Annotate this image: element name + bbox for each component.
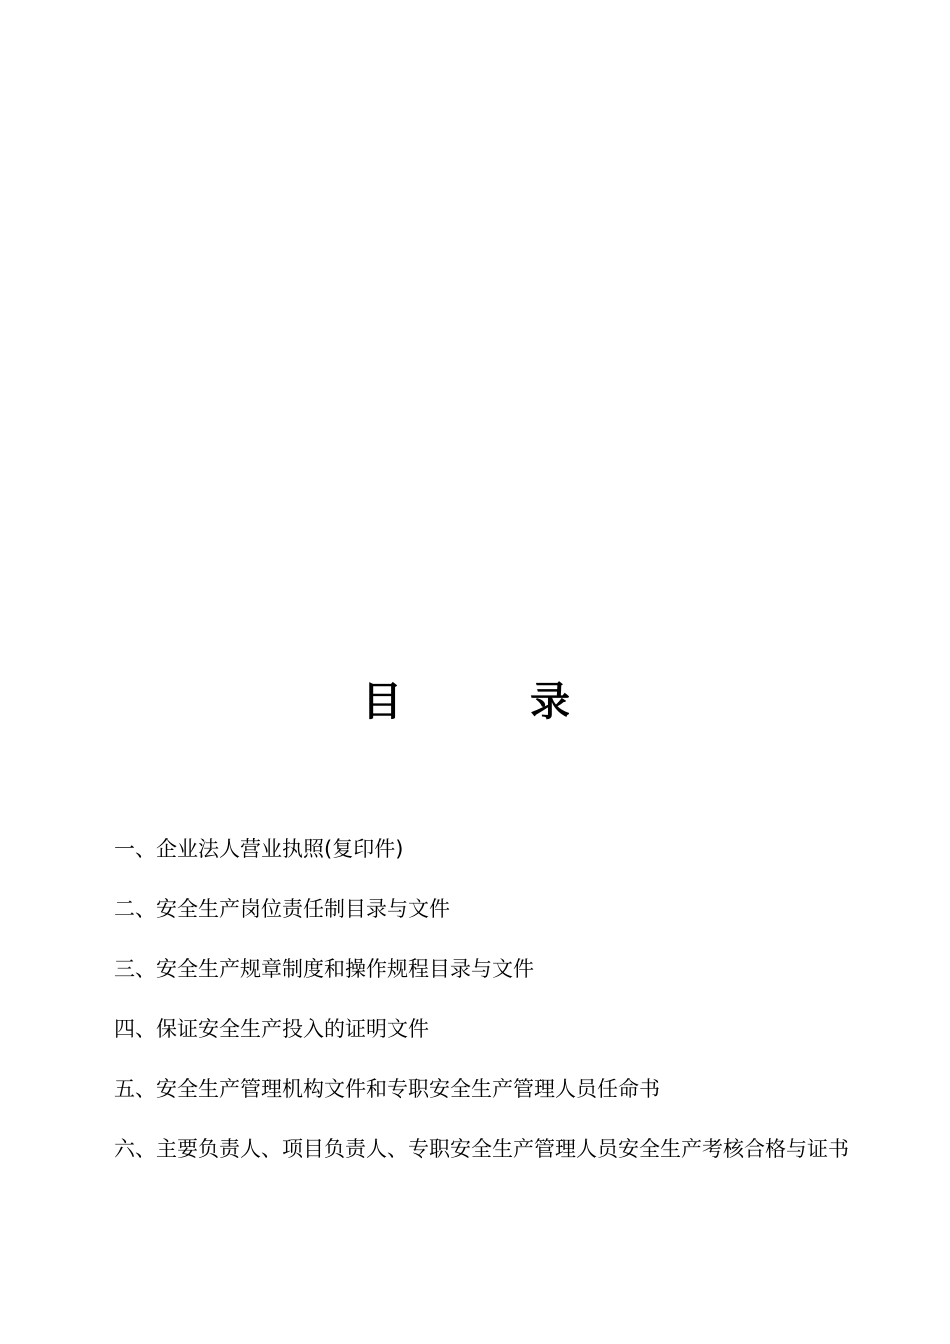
toc-item-4: 四、保证安全生产投入的证明文件 [114, 1017, 429, 1041]
toc-item-1: 一、企业法人营业执照(复印件) [114, 837, 404, 861]
toc-item-5: 五、安全生产管理机构文件和专职安全生产管理人员任命书 [114, 1077, 660, 1101]
toc-item-3: 三、安全生产规章制度和操作规程目录与文件 [114, 957, 534, 981]
toc-list [114, 831, 860, 1195]
toc-item-2: 二、安全生产岗位责任制目录与文件 [114, 897, 450, 921]
toc-title: 目 录 [362, 679, 614, 725]
toc-item-6: 六、主要负责人、项目负责人、专职安全生产管理人员安全生产考核合格与证书 [114, 1137, 849, 1161]
